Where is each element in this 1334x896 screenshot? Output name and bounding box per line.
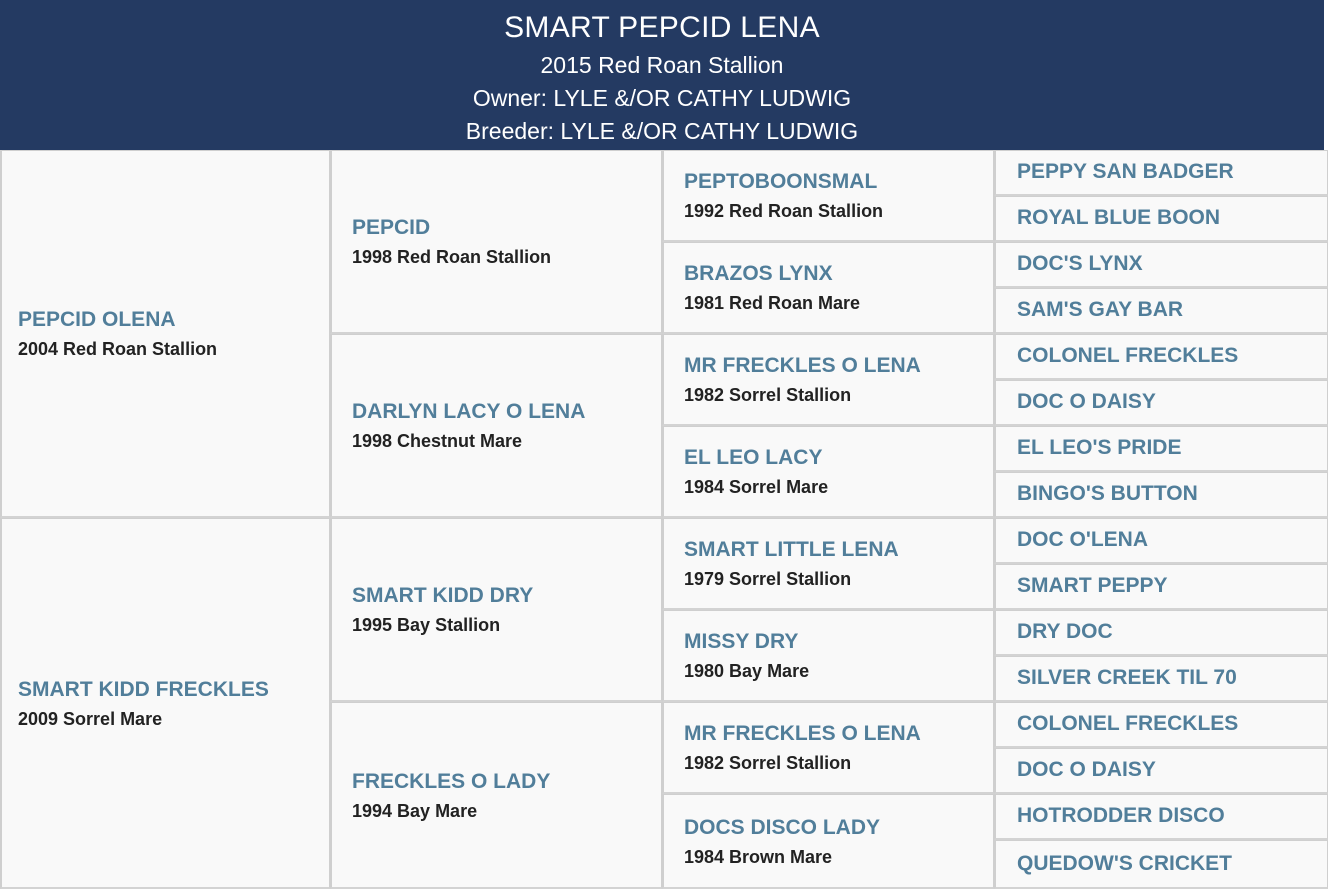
gen3-cell (662, 610, 994, 702)
gen3-name-link[interactable]: EL LEO LACY (684, 446, 823, 469)
gen4-name-link[interactable]: SAM'S GAY BAR (1017, 298, 1184, 321)
gen3-name-link[interactable]: MR FRECKLES O LENA (684, 354, 921, 377)
gen2-cell (330, 518, 662, 702)
gen4-cell (994, 380, 1328, 426)
gen3-cell (662, 150, 994, 242)
gen2-description: 1998 Chestnut Mare (352, 431, 523, 451)
gen2-name-link[interactable]: FRECKLES O LADY (352, 770, 551, 793)
gen4-name-link[interactable]: DOC O DAISY (1017, 390, 1156, 413)
gen4-cell (994, 564, 1328, 610)
gen3-description: 1992 Red Roan Stallion (684, 201, 884, 221)
gen4-name-link[interactable]: DRY DOC (1017, 620, 1113, 643)
gen2-cell (330, 702, 662, 889)
gen4-cell (994, 610, 1328, 656)
gen4-cell (994, 242, 1328, 288)
gen3-cell (662, 518, 994, 610)
gen3-description: 1979 Sorrel Stallion (684, 569, 852, 589)
gen4-cell (994, 150, 1328, 196)
gen4-cell (994, 702, 1328, 748)
horse-owner: Owner: LYLE &/OR CATHY LUDWIG (472, 85, 852, 111)
gen4-cell (994, 334, 1328, 380)
gen4-cell (994, 288, 1328, 334)
gen4-name-link[interactable]: BINGO'S BUTTON (1017, 482, 1198, 505)
sire-name-link[interactable]: PEPCID OLENA (18, 308, 176, 331)
horse-breeder: Breeder: LYLE &/OR CATHY LUDWIG (465, 118, 859, 144)
gen2-name-link[interactable]: DARLYN LACY O LENA (352, 400, 586, 423)
gen2-description: 1998 Red Roan Stallion (352, 247, 552, 267)
gen4-cell (994, 748, 1328, 794)
gen4-cell (994, 426, 1328, 472)
gen2-description: 1994 Bay Mare (352, 801, 478, 821)
gen3-cell (662, 426, 994, 518)
gen3-name-link[interactable]: MISSY DRY (684, 630, 799, 653)
gen4-cell (994, 472, 1328, 518)
gen3-cell (662, 242, 994, 334)
gen3-name-link[interactable]: SMART LITTLE LENA (684, 538, 899, 561)
sire-description: 2004 Red Roan Stallion (18, 339, 218, 359)
dam-cell (0, 518, 330, 889)
dam-description: 2009 Sorrel Mare (18, 709, 163, 729)
gen3-description: 1984 Brown Mare (684, 847, 833, 867)
gen2-cell (330, 150, 662, 334)
gen3-name-link[interactable]: DOCS DISCO LADY (684, 816, 881, 839)
gen2-name-link[interactable]: SMART KIDD DRY (352, 584, 534, 607)
pedigree-header (0, 0, 1324, 150)
gen4-name-link[interactable]: COLONEL FRECKLES (1017, 344, 1239, 367)
gen3-description: 1984 Sorrel Mare (684, 477, 829, 497)
gen3-description: 1980 Bay Mare (684, 661, 810, 681)
gen3-cell (662, 334, 994, 426)
gen4-name-link[interactable]: PEPPY SAN BADGER (1017, 160, 1234, 183)
gen4-name-link[interactable]: COLONEL FRECKLES (1017, 712, 1239, 735)
gen4-cell (994, 656, 1328, 702)
gen4-cell (994, 196, 1328, 242)
gen4-name-link[interactable]: DOC O'LENA (1017, 528, 1148, 551)
gen2-cell (330, 334, 662, 518)
gen3-name-link[interactable]: BRAZOS LYNX (684, 262, 833, 285)
gen4-cell (994, 518, 1328, 564)
gen4-name-link[interactable]: SILVER CREEK TIL 70 (1017, 666, 1237, 689)
gen4-name-link[interactable]: ROYAL BLUE BOON (1017, 206, 1221, 229)
gen3-name-link[interactable]: PEPTOBOONSMAL (684, 170, 878, 193)
gen3-name-link[interactable]: MR FRECKLES O LENA (684, 722, 921, 745)
gen4-name-link[interactable]: QUEDOW'S CRICKET (1017, 852, 1232, 875)
gen3-description: 1981 Red Roan Mare (684, 293, 861, 313)
gen4-name-link[interactable]: HOTRODDER DISCO (1017, 804, 1225, 827)
gen4-name-link[interactable]: DOC'S LYNX (1017, 252, 1143, 275)
horse-description: 2015 Red Roan Stallion (540, 52, 784, 78)
gen4-name-link[interactable]: DOC O DAISY (1017, 758, 1156, 781)
gen3-description: 1982 Sorrel Stallion (684, 753, 852, 773)
horse-name: SMART PEPCID LENA (504, 11, 820, 44)
sire-cell (0, 150, 330, 518)
gen4-name-link[interactable]: SMART PEPPY (1017, 574, 1168, 597)
dam-name-link[interactable]: SMART KIDD FRECKLES (18, 678, 269, 701)
gen3-description: 1982 Sorrel Stallion (684, 385, 852, 405)
gen4-cell (994, 794, 1328, 840)
gen2-name-link[interactable]: PEPCID (352, 216, 431, 239)
gen2-description: 1995 Bay Stallion (352, 615, 501, 635)
gen3-cell (662, 794, 994, 889)
gen3-cell (662, 702, 994, 794)
gen4-name-link[interactable]: EL LEO'S PRIDE (1017, 436, 1182, 459)
gen4-cell (994, 840, 1328, 889)
